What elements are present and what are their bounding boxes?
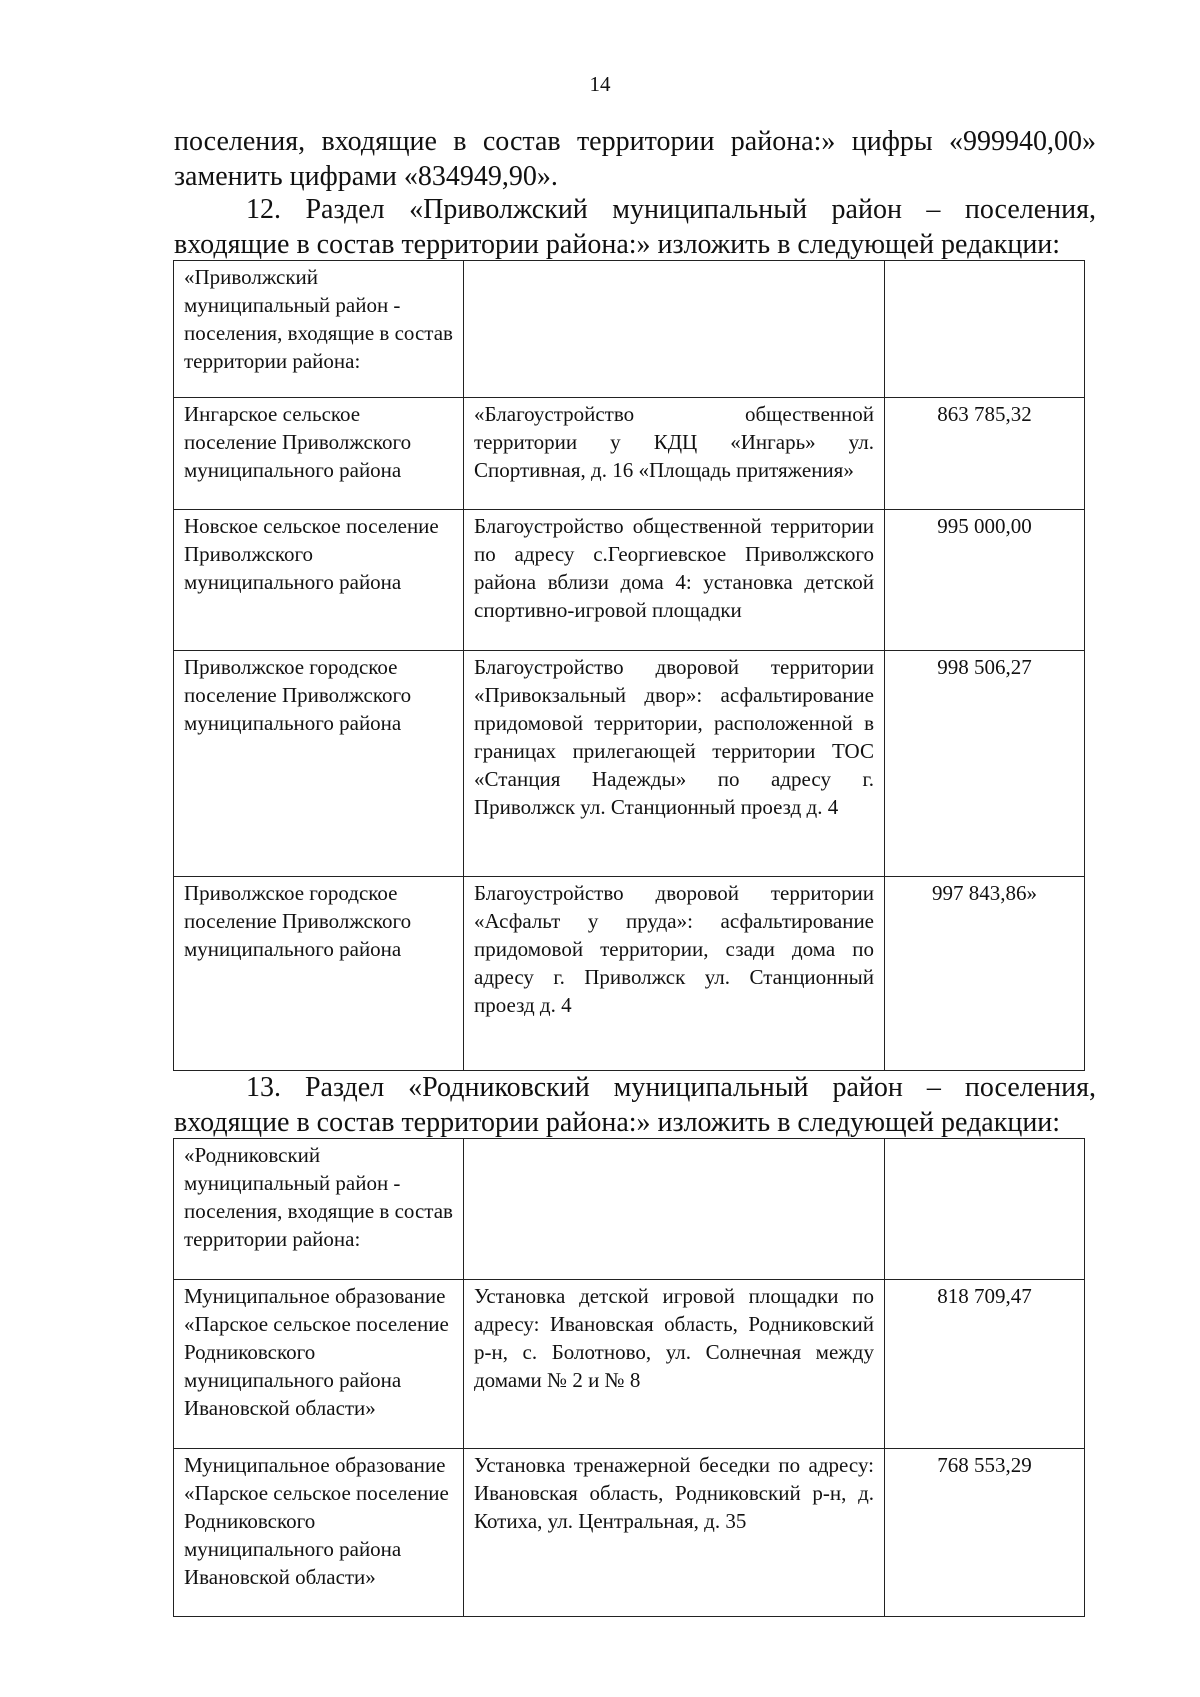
table-header-cell: «Родниковский муниципальный район - поселения, входящие в состав территории района: xyxy=(174,1139,464,1280)
table-empty-cell xyxy=(885,1139,1085,1280)
table-header-row xyxy=(174,1139,1085,1280)
page-number: 14 xyxy=(589,72,611,96)
table-empty-cell xyxy=(464,1139,885,1280)
project-cell: «Благоустройство общественной территории у КДЦ «Ингарь» ул. Спортивная, д. 16 «Площадь притяжения» xyxy=(464,398,885,510)
table-row xyxy=(174,877,1085,1071)
settlement-cell: Муниципальное образование «Парское сельское поселение Родниковского муниципального района Ивановской области» xyxy=(174,1449,464,1617)
table-privolzhsky xyxy=(173,260,1085,1071)
table-row xyxy=(174,1280,1085,1449)
settlement-cell: Ингарское сельское поселение Приволжского муниципального района xyxy=(174,398,464,510)
amount-cell: 997 843,86» xyxy=(885,877,1085,1071)
intro-line-1: поселения, входящие в состав территории района:» цифры «999940,00» xyxy=(174,126,1096,157)
table-row xyxy=(174,398,1085,510)
intro-paragraph xyxy=(174,124,1096,194)
table-row xyxy=(174,1449,1085,1617)
intro-line-2: заменить цифрами «834949,90». xyxy=(174,161,558,192)
amount-cell: 998 506,27 xyxy=(885,651,1085,877)
settlement-cell: Новское сельское поселение Приволжского муниципального района xyxy=(174,510,464,651)
settlement-cell: Муниципальное образование «Парское сельское поселение Родниковского муниципального района Ивановской области» xyxy=(174,1280,464,1449)
amount-cell: 995 000,00 xyxy=(885,510,1085,651)
amount-cell: 863 785,32 xyxy=(885,398,1085,510)
section-12-line-1: 12. Раздел «Приволжский муниципальный район – поселения, xyxy=(246,194,1096,225)
amount-cell: 768 553,29 xyxy=(885,1449,1085,1617)
section-12-heading xyxy=(174,192,1096,262)
project-cell: Благоустройство дворовой территории «Асфальт у пруда»: асфальтирование придомовой территории, сзади дома по адресу г. Приволжск ул. Станционный проезд д. 4 xyxy=(464,877,885,1071)
table-header-cell: «Приволжский муниципальный район - поселения, входящие в состав территории района: xyxy=(174,261,464,398)
settlement-cell: Приволжское городское поселение Приволжского муниципального района xyxy=(174,651,464,877)
amount-cell: 818 709,47 xyxy=(885,1280,1085,1449)
table-rodnikovsky xyxy=(173,1138,1085,1617)
table-empty-cell xyxy=(885,261,1085,398)
table-row xyxy=(174,510,1085,651)
project-cell: Установка детской игровой площадки по адресу: Ивановская область, Родниковский р-н, с. Болотново, ул. Солнечная между домами № 2 и № 8 xyxy=(464,1280,885,1449)
project-cell: Благоустройство общественной территории по адресу с.Георгиевское Приволжского района вблизи дома 4: установка детской спортивно-игровой площадки xyxy=(464,510,885,651)
table-header-row xyxy=(174,261,1085,398)
section-13-line-2: входящие в состав территории района:» изложить в следующей редакции: xyxy=(174,1107,1061,1138)
settlement-cell: Приволжское городское поселение Приволжского муниципального района xyxy=(174,877,464,1071)
table-row xyxy=(174,651,1085,877)
section-13-heading xyxy=(174,1070,1096,1140)
section-12-line-2: входящие в состав территории района:» изложить в следующей редакции: xyxy=(174,229,1061,260)
section-13-line-1: 13. Раздел «Родниковский муниципальный район – поселения, xyxy=(246,1072,1096,1103)
table-empty-cell xyxy=(464,261,885,398)
project-cell: Благоустройство дворовой территории «Привокзальный двор»: асфальтирование придомовой территории, расположенной в границах прилегающей территории ТОС «Станция Надежды» по адресу г. Приволжск ул. Станционный проезд д. 4 xyxy=(464,651,885,877)
project-cell: Установка тренажерной беседки по адресу: Ивановская область, Родниковский р-н, д. Котиха, ул. Центральная, д. 35 xyxy=(464,1449,885,1617)
